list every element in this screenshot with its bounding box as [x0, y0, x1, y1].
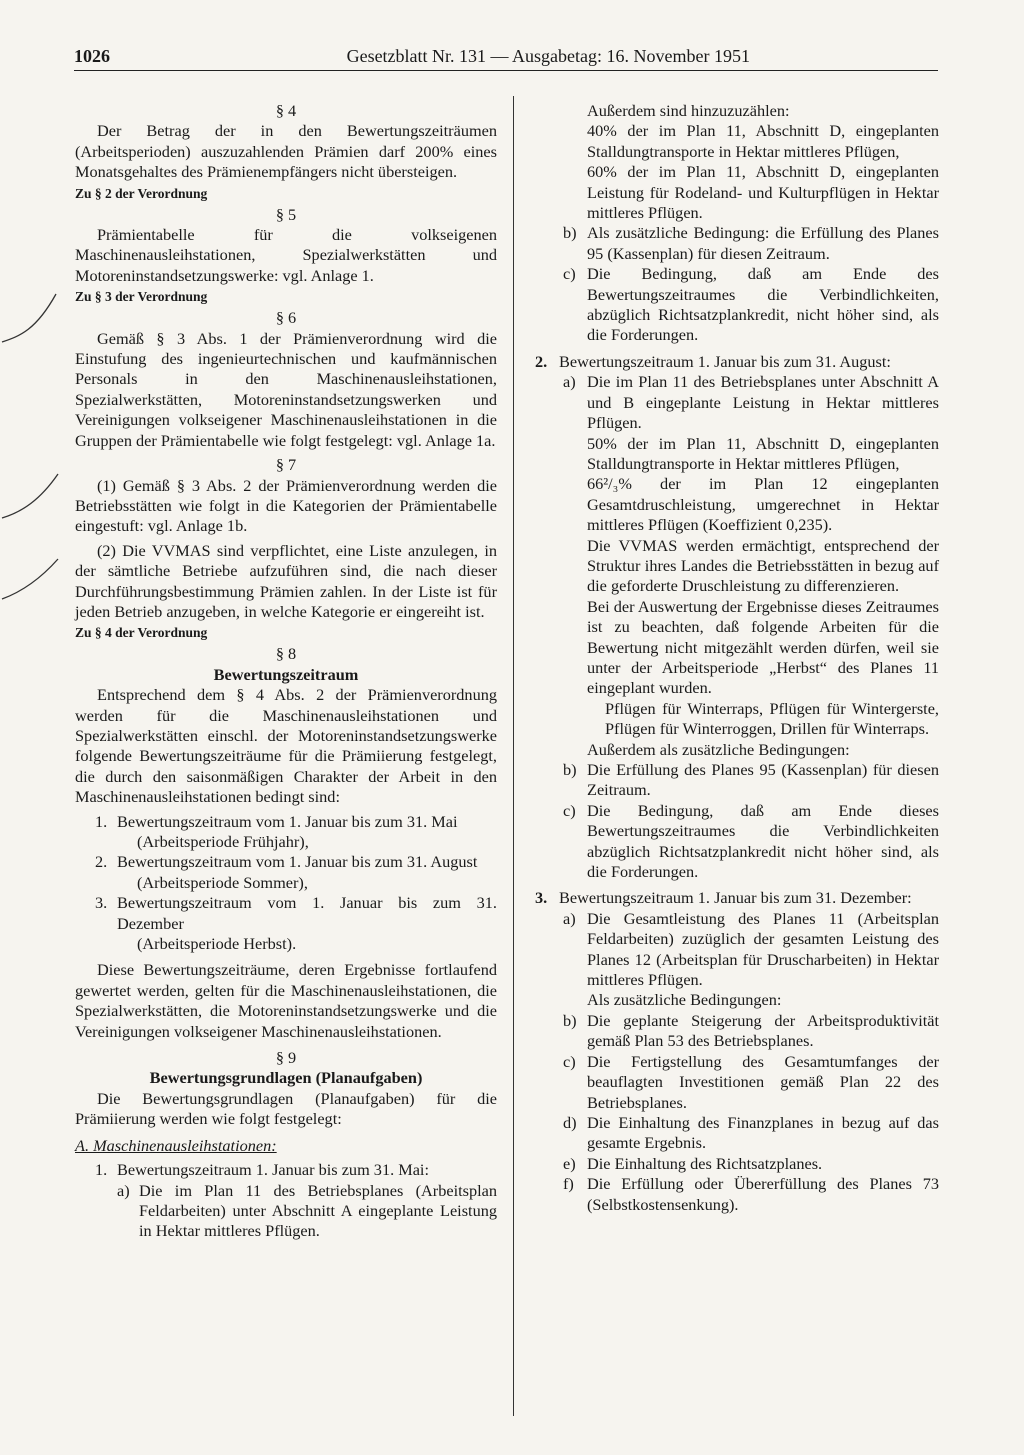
page-number: 1026	[74, 46, 110, 66]
right-column	[535, 101, 939, 1215]
period-item-number: 2.	[95, 852, 108, 872]
margin-mark-2	[0, 470, 60, 530]
period-item-paren: (Arbeitsperiode Sommer),	[137, 872, 308, 892]
section-5-text: Prämientabelle für die volkseigenen Maschinenausleihstationen, Spezialwerkstätten und Motoreninstandsetzungswerke: vgl. Anlage 1.	[75, 225, 497, 285]
section-8-text: Entsprechend dem § 4 Abs. 2 der Prämienverordnung werden für die Maschinenausleihstationen und Spezialwerkstätten einschl. der Motoreninstandsetzungswerke folgende Bewertungszeiträume für die Prämiierung festgelegt, die durch den saisonmäßigen Charakter der Arbeit in den Maschinenausleihstationen bedingt sind:	[75, 685, 497, 807]
period-1-number: 1.	[95, 1160, 108, 1180]
period-2c-item	[535, 801, 939, 883]
period-3e-marker: e)	[563, 1153, 576, 1173]
period-2-text: Bewertungszeitraum 1. Januar bis zum 31. August:	[559, 351, 891, 371]
left-column	[75, 101, 497, 1242]
section-7-para-2: (2) Die VVMAS sind verpflichtet, eine Liste anzulegen, in der sämtliche Betriebe aufzuführen sind, die nach dieser Durchführungsbestimmung Prämien zahlen. In der Liste ist für jeden Betrieb anzugeben, in welche Kategorie er eingereiht ist.	[75, 540, 497, 621]
period-item	[75, 812, 497, 832]
period-3d-item	[535, 1113, 939, 1154]
period-item	[75, 893, 497, 934]
column-divider	[513, 96, 514, 1416]
period-item-text: Bewertungszeitraum vom 1. Januar bis zum 31. August	[117, 852, 478, 872]
period-2a-para-3: Die VVMAS werden ermächtigt, entsprechend der Struktur ihres Landes die Betriebsstätten in bezug auf die geforderte Druschleistung zu differenzieren.	[587, 535, 939, 596]
period-3a-para-1: Als zusätzliche Bedingungen:	[587, 990, 782, 1010]
period-3b-text: Die geplante Steigerung der Arbeitsproduktivität gemäß Plan 53 des Betriebsplanes.	[587, 1010, 939, 1051]
section-9-text: Die Bewertungsgrundlagen (Planaufgaben) für die Prämiierung werden wie folgt festgelegt:	[75, 1088, 497, 1129]
period-1b-item	[535, 223, 939, 264]
period-3d-text: Die Einhaltung des Finanzplanes in bezug auf das gesamte Ergebnis.	[587, 1112, 939, 1153]
period-3-text: Bewertungszeitraum 1. Januar bis zum 31. Dezember:	[559, 888, 912, 908]
period-1a-text: Die im Plan 11 des Betriebsplanes (Arbeitsplan Feldarbeiten) unter Abschnitt A eingeplante Leistung in Hektar mittleres Pflügen.	[139, 1180, 497, 1241]
period-2b-marker: b)	[563, 760, 577, 779]
running-title: Gesetzblatt Nr. 131 — Ausgabetag: 16. November 1951	[346, 46, 750, 66]
period-3f-marker: f)	[563, 1174, 574, 1194]
period-3c-marker: c)	[563, 1051, 576, 1071]
continuation-intro: Außerdem sind hinzuzuzählen:	[587, 101, 790, 120]
period-3b-item	[535, 1011, 939, 1052]
period-3f-item	[535, 1174, 939, 1215]
period-item-number: 1.	[95, 811, 108, 831]
period-2-item	[535, 352, 939, 372]
period-item-number: 3.	[95, 893, 108, 913]
zu-4-heading: Zu § 4 der Verordnung	[75, 625, 208, 641]
period-2a-para-1: 50% der im Plan 11, Abschnitt D, eingeplanten Stalldungtransporte in Hektar mittleres Pflügen,	[587, 433, 939, 473]
period-3f-text: Die Erfüllung oder Übererfüllung des Planes 73 (Selbstkostensenkung).	[587, 1174, 939, 1214]
period-3-item	[535, 888, 939, 908]
period-1-item	[75, 1160, 497, 1180]
period-3e-text: Die Einhaltung des Richtsatzplanes.	[587, 1153, 823, 1173]
section-8-closing: Diese Bewertungszeiträume, deren Ergebnisse fortlaufend gewertet werden, gelten für die Maschinenausleihstationen, die Spezialwerkstätten, die Motoreninstandsetzungswerke und die Vereinigungen volkseigener Maschinenausleihstationen.	[75, 960, 497, 1041]
period-1c-text: Die Bedingung, daß am Ende des Bewertungszeitraumes die Verbindlichkeiten, abzüglich Richtsatzplankredit, nicht höher sind, als die Forderungen.	[587, 264, 939, 345]
period-2a-para-5: Pflügen für Winterraps, Pflügen für Wintergerste, Pflügen für Winterroggen, Drillen für Winterraps.	[605, 698, 939, 739]
period-item-paren: (Arbeitsperiode Frühjahr),	[137, 832, 309, 851]
continuation-para-1: 40% der im Plan 11, Abschnitt D, eingeplanten Stalldungtransporte in Hektar mittleres Pflügen,	[587, 121, 939, 161]
period-2a-para-4: Bei der Auswertung der Ergebnisse dieses Zeitraumes ist zu beachten, daß folgende Arbeiten für die Bewertung nicht mitgezählt werden dürfen, weil sie unter der Arbeitsperiode „Herbst“ des Planes 11 eingeplant wurden.	[587, 596, 939, 698]
period-3a-text: Die Gesamtleistung des Planes 11 (Arbeitsplan Feldarbeiten) zuzüglich der gesamten Leistung des Planes 12 (Arbeitsplan für Druscharbeiten) in Hektar mittleres Pflügen.	[587, 908, 939, 990]
section-4-text: Der Betrag der in den Bewertungszeiträumen (Arbeitsperioden) auszuzahlenden Prämien darf 200% eines Monatsgehaltes des Prämienempfängers nicht übersteigen.	[75, 121, 497, 182]
section-heading-9: § 9	[275, 1048, 297, 1068]
period-1c-marker: c)	[563, 264, 576, 284]
period-1c-item	[535, 264, 939, 346]
period-2a-para-2: 66²/₃% der im Plan 12 eingeplanten Gesamtdruschleistung, umgerechnet in Hektar mittleres Pflügen (Koeffizient 0,235).	[587, 474, 939, 535]
period-3d-marker: d)	[563, 1112, 577, 1132]
period-3a-marker: a)	[563, 908, 576, 928]
period-2a-marker: a)	[563, 372, 576, 392]
section-7-para-1: (1) Gemäß § 3 Abs. 2 der Prämienverordnung werden die Betriebsstätten wie folgt in die Kategorien der Prämientabelle eingestuft: vgl. Anlage 1b.	[75, 475, 497, 536]
section-9-title: Bewertungsgrundlagen (Planaufgaben)	[149, 1068, 423, 1088]
period-1a-item	[75, 1181, 497, 1242]
margin-mark-1	[0, 290, 60, 350]
page-header	[74, 46, 938, 68]
period-3-number: 3.	[535, 888, 548, 908]
period-1a-marker: a)	[117, 1180, 130, 1200]
period-3a-item	[535, 909, 939, 991]
period-2a-para-6: Außerdem als zusätzliche Bedingungen:	[587, 739, 850, 759]
period-1-text: Bewertungszeitraum 1. Januar bis zum 31. Mai:	[117, 1160, 429, 1180]
period-3c-item	[535, 1052, 939, 1113]
continuation-para-2: 60% der im Plan 11, Abschnitt D, eingeplanten Leistung für Rodeland- und Kulturpflügen in Hektar mittleres Pflügen.	[587, 162, 939, 223]
period-2a-text: Die im Plan 11 des Betriebsplanes unter Abschnitt A und B eingeplante Leistung in Hektar mittleres Pflügen.	[587, 372, 939, 433]
zu-3-heading: Zu § 3 der Verordnung	[75, 289, 208, 305]
section-heading-7: § 7	[275, 455, 297, 475]
section-heading-6: § 6	[275, 308, 297, 328]
period-1b-marker: b)	[563, 223, 577, 243]
period-1b-text: Als zusätzliche Bedingung: die Erfüllung des Planes 95 (Kassenplan) für diesen Zeitraum.	[587, 223, 939, 263]
period-2c-marker: c)	[563, 800, 576, 820]
period-3c-text: Die Fertigstellung des Gesamtumfanges der beauflagten Investitionen gemäß Plan 22 des Betriebsplanes.	[587, 1051, 939, 1112]
period-2b-item	[535, 760, 939, 801]
zu-2-heading: Zu § 2 der Verordnung	[75, 185, 208, 201]
period-3e-item	[535, 1154, 939, 1174]
header-rule	[74, 70, 938, 71]
period-item-text: Bewertungszeitraum vom 1. Januar bis zum 31. Mai	[117, 811, 458, 831]
margin-mark-3	[0, 555, 60, 605]
period-2-number: 2.	[535, 351, 548, 371]
period-item-paren: (Arbeitsperiode Herbst).	[137, 934, 297, 954]
period-3b-marker: b)	[563, 1010, 577, 1030]
section-heading-5: § 5	[275, 204, 297, 224]
period-2c-text: Die Bedingung, daß am Ende dieses Bewertungszeitraumes die Verbindlichkeiten abzüglich Richtsatzplankredit nicht höher sind, als die Forderungen.	[587, 800, 939, 882]
period-2b-text: Die Erfüllung des Planes 95 (Kassenplan) für diesen Zeitraum.	[587, 760, 939, 800]
section-heading-4: § 4	[275, 101, 297, 120]
period-2a-item	[535, 372, 939, 433]
subsection-a-heading: A. Maschinenausleihstationen:	[75, 1135, 277, 1155]
period-item-text: Bewertungszeitraum vom 1. Januar bis zum 31. Dezember	[117, 893, 497, 933]
period-item	[75, 852, 497, 872]
section-heading-8: § 8	[275, 644, 297, 664]
section-8-title: Bewertungszeitraum	[213, 664, 359, 684]
section-6-text: Gemäß § 3 Abs. 1 der Prämienverordnung wird die Einstufung des ingenieurtechnischen und kaufmännischen Personals in den Maschinenausleihstationen, Spezialwerkstätten, Motoreninstandsetzungswerken und Vereinigungen volkseigener Maschinenausleihstationen in die Gruppen der Prämientabelle wie folgt festgelegt: vgl. Anlage 1a.	[75, 328, 497, 450]
